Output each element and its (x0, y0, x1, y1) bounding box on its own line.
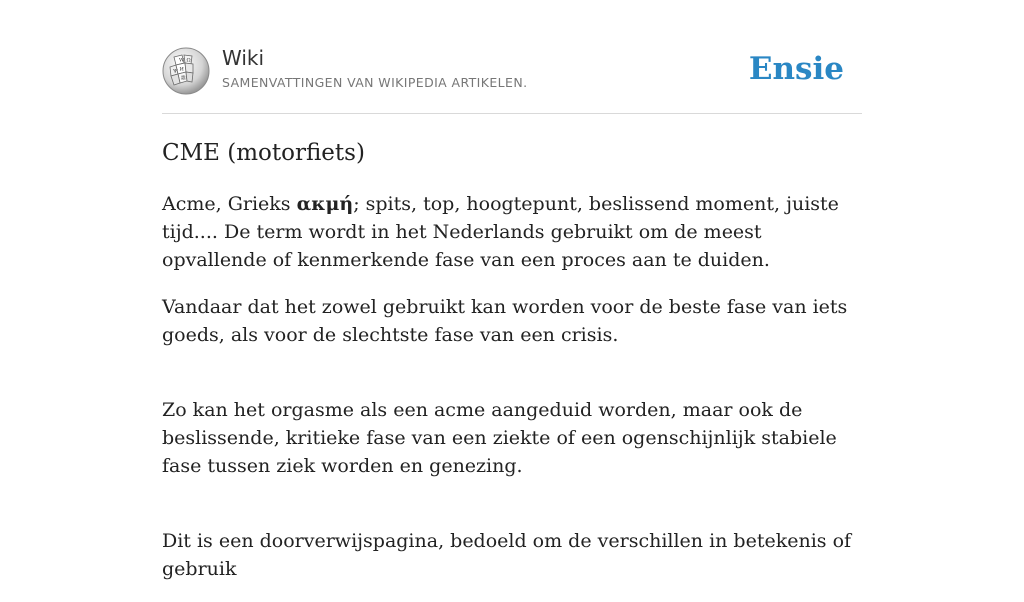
ensie-logo-link[interactable]: Ensie (748, 51, 844, 87)
svg-text:Ѱ: Ѱ (173, 68, 178, 75)
paragraph-intro (162, 190, 864, 274)
page-title: CME (motorfiets) (162, 140, 365, 166)
svg-text:維: 維 (181, 75, 187, 82)
paragraph-usage: Vandaar dat het zowel gebruikt kan worden voor de beste fase van iets goeds, als voor de slechtste fase van een crisis. (162, 296, 848, 346)
greek-term: ακμή (296, 193, 354, 215)
intro-text-start: Acme, Grieks (162, 193, 297, 215)
header (162, 0, 862, 114)
paragraph-disambiguation: Dit is een doorverwijspagina, bedoeld om de verschillen in betekenis of gebruik (162, 530, 852, 580)
site-tagline: SAMENVATTINGEN VAN WIKIPEDIA ARTIKELEN. (222, 75, 528, 90)
article-body (162, 190, 864, 602)
wikipedia-globe-icon[interactable] (162, 47, 210, 95)
svg-text:Ω: Ω (186, 57, 191, 64)
svg-text:И: И (179, 66, 184, 73)
intro-text-end: ; spits, top, hoogtepunt, beslissend moment, juiste tijd.... De term wordt in het Nederlands gebruikt om de meest opvallende of kenmerkende fase van een proces aan te duiden. (162, 193, 839, 271)
site-name[interactable]: Wiki (222, 46, 265, 70)
paragraph-spacer (162, 499, 864, 527)
svg-text:W: W (179, 57, 185, 64)
paragraph-examples: Zo kan het orgasme als een acme aangeduid worden, maar ook de beslissende, kritieke fase van een ziekte of een ogenschijnlijk stabiele fase tussen ziek worden en genezing. (162, 399, 837, 477)
page (162, 0, 862, 580)
paragraph-spacer (162, 368, 864, 396)
